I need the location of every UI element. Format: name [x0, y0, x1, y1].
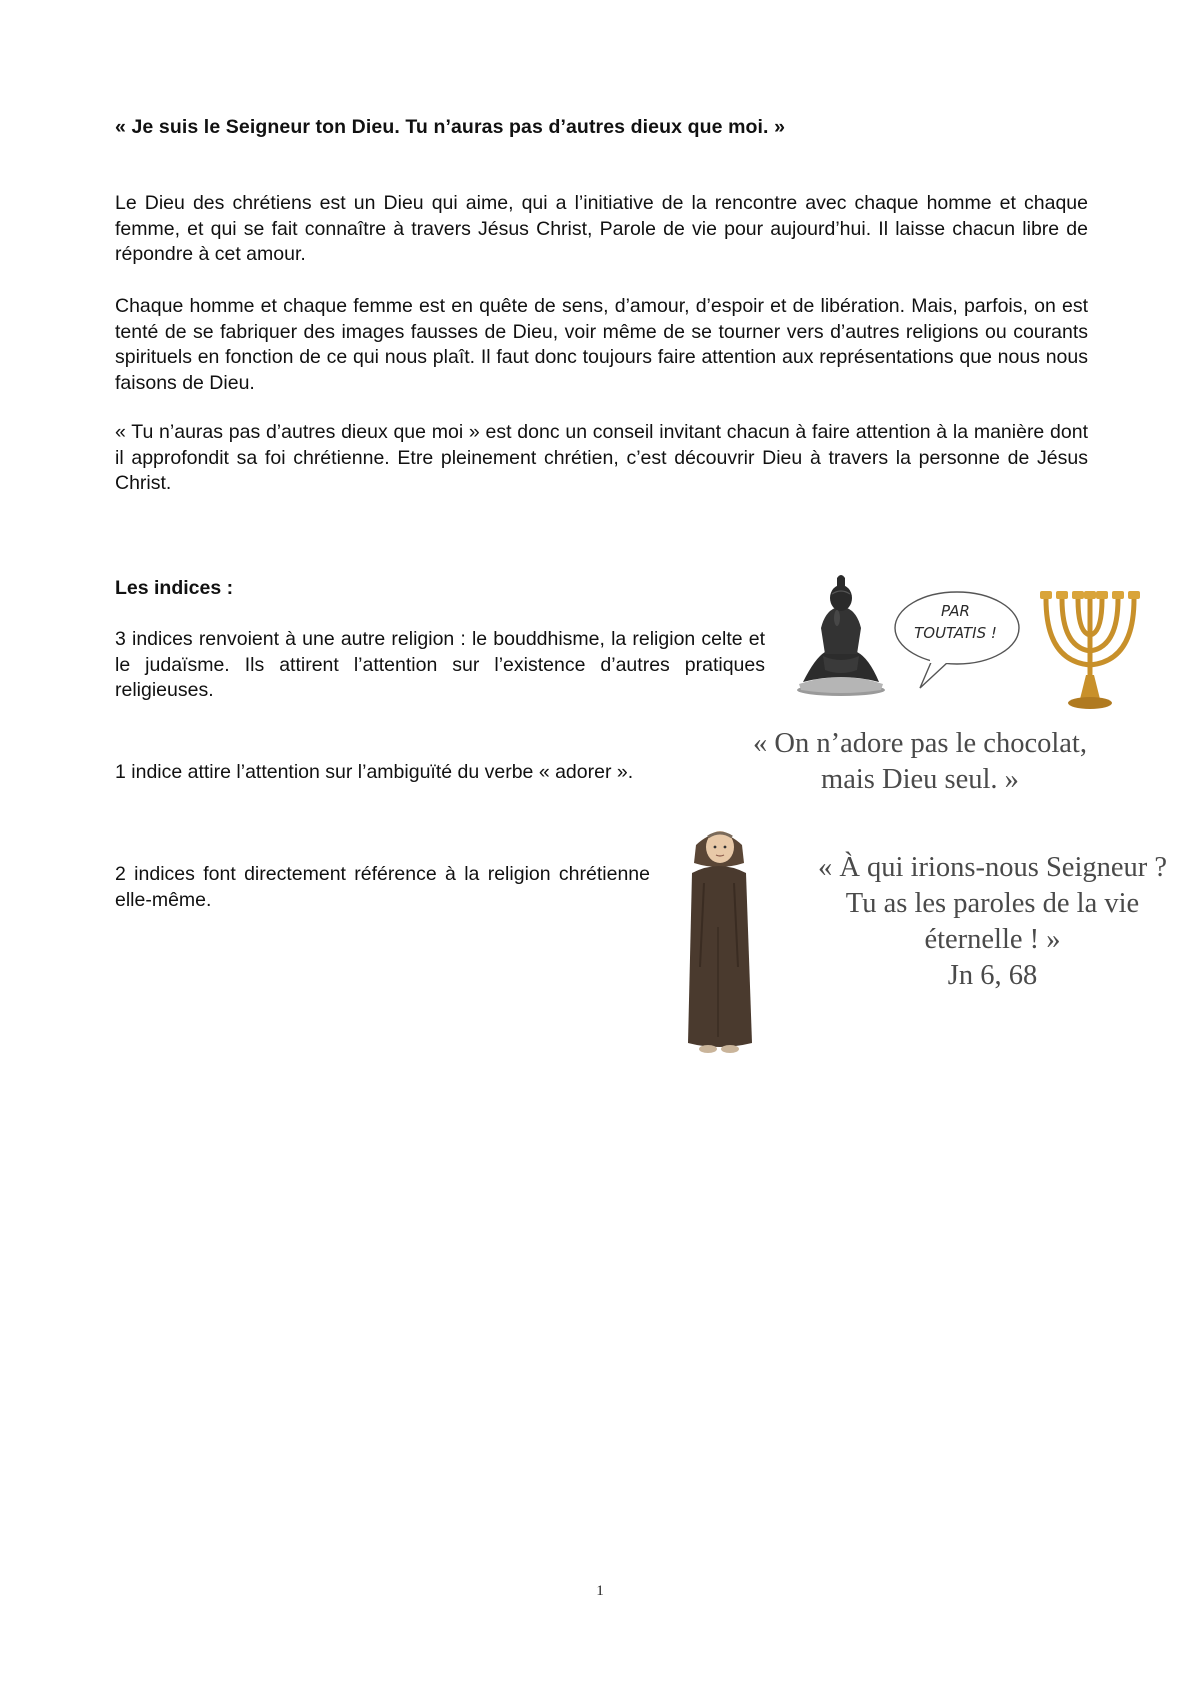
menorah-image [1030, 585, 1150, 713]
quote-chocolate [730, 726, 1110, 798]
quote-john-line-1: « À qui irions-nous Seigneur ? [817, 852, 1168, 883]
speech-bubble-line-1: PAR [941, 602, 970, 620]
quote-john-line-2: Tu as les paroles de la vie [845, 888, 1140, 919]
paragraph-advice: « Tu n’auras pas d’autres dieux que moi » est donc un conseil invitant chacun à faire attention à la manière dont il approfondit sa foi chrétienne. Etre pleinement chrétien, c’est découvrir Dieu à travers la personne de Jésus Christ. [115, 421, 1088, 495]
indice-other-religions: 3 indices renvoient à une autre religion : le bouddhisme, la religion celte et le judaïsme. Ils attirent l’attention sur l’existence d’autres pratiques religieuses. [115, 628, 765, 702]
quote-john [800, 850, 1185, 994]
indices-heading: Les indices : [115, 577, 234, 599]
buddha-statue-image [795, 572, 887, 697]
page-number: 1 [596, 1583, 604, 1599]
quote-chocolate-line-1: « On n’adore pas le chocolat, [753, 728, 1087, 759]
document-title: « Je suis le Seigneur ton Dieu. Tu n’auras pas d’autres dieux que moi. » [115, 116, 786, 138]
quote-john-reference: Jn 6, 68 [947, 960, 1038, 991]
indice-adorer: 1 indice attire l’attention sur l’ambiguïté du verbe « adorer ». [115, 761, 634, 783]
monk-image [682, 817, 757, 1057]
quote-john-line-3: éternelle ! » [924, 924, 1061, 955]
paragraph-intro: Le Dieu des chrétiens est un Dieu qui aime, qui a l’initiative de la rencontre avec chaque homme et chaque femme, et qui se fait connaître à travers Jésus Christ, Parole de vie pour aujourd’hui. Il laisse chacun libre de répondre à cet amour. [115, 192, 1088, 266]
quote-chocolate-line-2: mais Dieu seul. » [821, 764, 1019, 795]
paragraph-quest: Chaque homme et chaque femme est en quête de sens, d’amour, d’espoir et de libération. Mais, parfois, on est tenté de se fabriquer des images fausses de Dieu, voir même de se tourner vers d’autres religions ou courants spirituels en fonction de ce qui nous plaît. Il faut donc toujours faire attention aux représentations que nous nous faisons de Dieu. [115, 295, 1088, 395]
speech-bubble-line-2: TOUTATIS ! [914, 624, 997, 642]
indice-christian: 2 indices font directement référence à la religion chrétienne elle-même. [115, 863, 650, 911]
